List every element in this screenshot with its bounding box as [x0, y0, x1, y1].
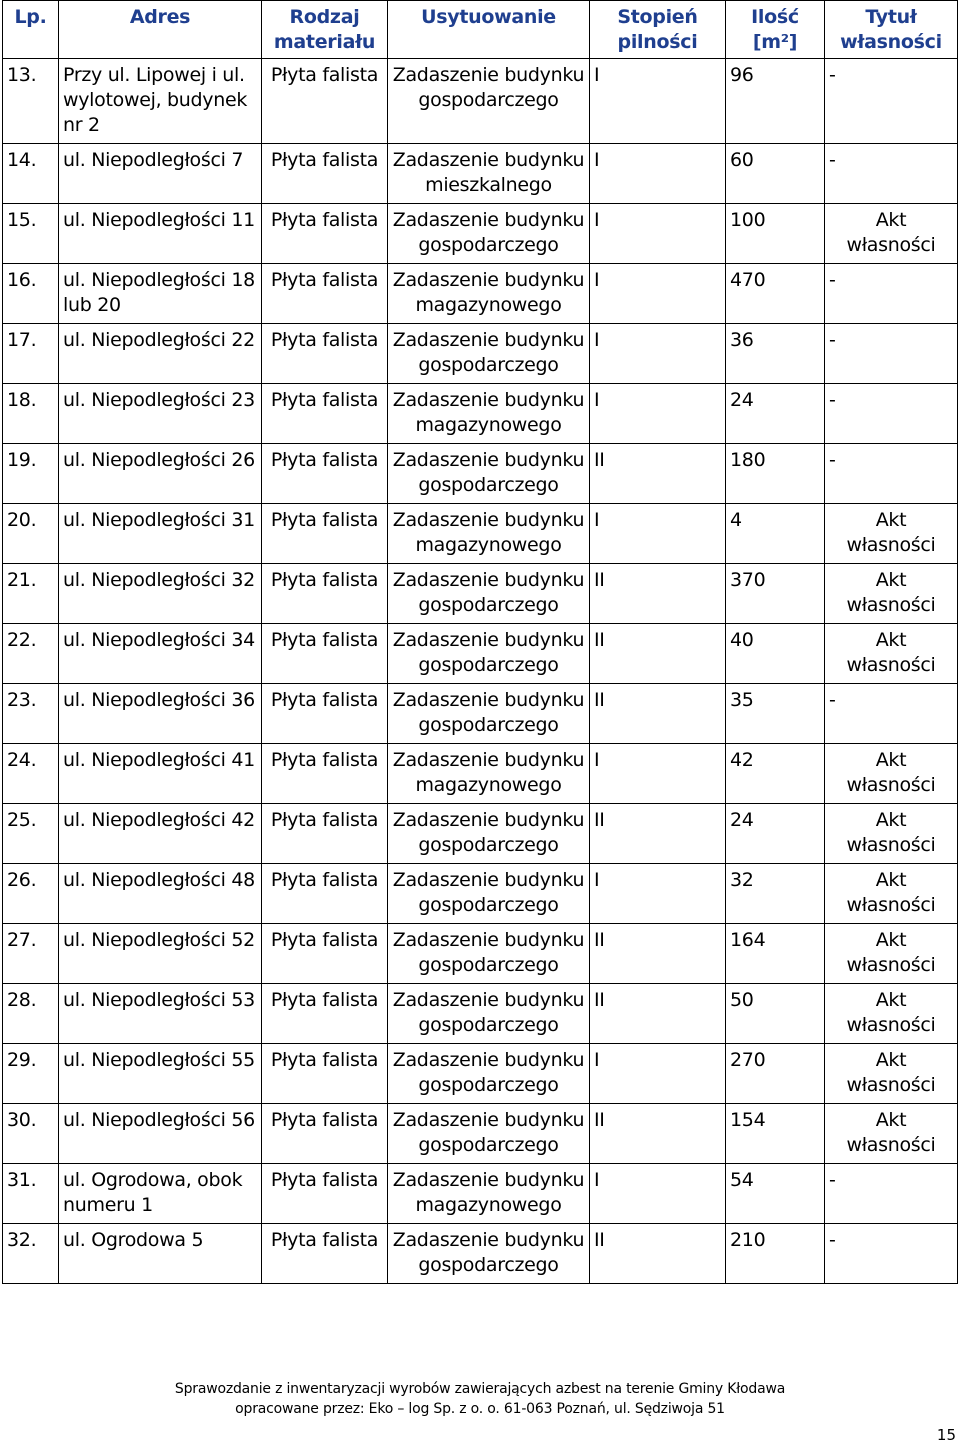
table-row — [3, 1164, 958, 1224]
cell-tytul: Akt własności — [825, 864, 958, 924]
cell-ilosc: 36 — [726, 324, 825, 384]
cell-tytul: Akt własności — [825, 1104, 958, 1164]
cell-stopien: I — [590, 384, 726, 444]
cell-material: Płyta falista — [262, 144, 388, 204]
cell-lp: 17. — [3, 324, 59, 384]
table-row — [3, 1104, 958, 1164]
cell-tytul: - — [825, 144, 958, 204]
header-stopien-pilnosci: Stopień pilności — [590, 1, 726, 59]
footer-author: opracowane przez: Eko – log Sp. z o. o. 61-063 Poznań, ul. Sędziwoja 51 — [235, 1401, 725, 1417]
footer-report-title: Sprawozdanie z inwentaryzacji wyrobów zawierających azbest na terenie Gminy Kłodawa — [174, 1381, 786, 1397]
header-rodzaj-materialu: Rodzaj materiału — [262, 1, 388, 59]
cell-tytul: - — [825, 444, 958, 504]
cell-usytuowanie: Zadaszenie budynku gospodarczego — [388, 1224, 590, 1284]
cell-material: Płyta falista — [262, 444, 388, 504]
cell-ilosc: 40 — [726, 624, 825, 684]
cell-tytul: Akt własności — [825, 624, 958, 684]
table-row — [3, 59, 958, 144]
header-lp: Lp. — [3, 1, 59, 59]
cell-adres: ul. Niepodległości 32 — [59, 564, 262, 624]
cell-tytul: Akt własności — [825, 984, 958, 1044]
cell-adres: ul. Niepodległości 48 — [59, 864, 262, 924]
table-row — [3, 924, 958, 984]
table-row — [3, 504, 958, 564]
cell-adres: ul. Niepodległości 23 — [59, 384, 262, 444]
cell-ilosc: 60 — [726, 144, 825, 204]
cell-material: Płyta falista — [262, 324, 388, 384]
cell-usytuowanie: Zadaszenie budynku gospodarczego — [388, 984, 590, 1044]
cell-lp: 32. — [3, 1224, 59, 1284]
cell-material: Płyta falista — [262, 804, 388, 864]
cell-adres: ul. Niepodległości 36 — [59, 684, 262, 744]
cell-stopien: I — [590, 204, 726, 264]
cell-stopien: I — [590, 504, 726, 564]
cell-lp: 22. — [3, 624, 59, 684]
cell-stopien: II — [590, 1224, 726, 1284]
cell-ilosc: 42 — [726, 744, 825, 804]
cell-material: Płyta falista — [262, 744, 388, 804]
cell-stopien: II — [590, 564, 726, 624]
cell-stopien: II — [590, 624, 726, 684]
cell-stopien: I — [590, 1164, 726, 1224]
cell-material: Płyta falista — [262, 59, 388, 144]
cell-stopien: II — [590, 924, 726, 984]
asbestos-inventory-table — [2, 0, 958, 1284]
cell-adres: ul. Niepodległości 41 — [59, 744, 262, 804]
cell-lp: 23. — [3, 684, 59, 744]
cell-stopien: II — [590, 684, 726, 744]
cell-usytuowanie: Zadaszenie budynku magazynowego — [388, 384, 590, 444]
cell-lp: 18. — [3, 384, 59, 444]
cell-ilosc: 164 — [726, 924, 825, 984]
cell-usytuowanie: Zadaszenie budynku gospodarczego — [388, 324, 590, 384]
cell-material: Płyta falista — [262, 1164, 388, 1224]
cell-adres: ul. Ogrodowa 5 — [59, 1224, 262, 1284]
cell-lp: 21. — [3, 564, 59, 624]
table-row — [3, 744, 958, 804]
cell-ilosc: 470 — [726, 264, 825, 324]
table-row — [3, 564, 958, 624]
cell-usytuowanie: Zadaszenie budynku gospodarczego — [388, 59, 590, 144]
cell-adres: ul. Niepodległości 7 — [59, 144, 262, 204]
cell-stopien: I — [590, 324, 726, 384]
cell-material: Płyta falista — [262, 384, 388, 444]
cell-tytul: Akt własności — [825, 504, 958, 564]
cell-lp: 19. — [3, 444, 59, 504]
cell-usytuowanie: Zadaszenie budynku magazynowego — [388, 744, 590, 804]
cell-stopien: I — [590, 1044, 726, 1104]
cell-stopien: II — [590, 444, 726, 504]
cell-adres: ul. Niepodległości 53 — [59, 984, 262, 1044]
cell-adres: ul. Niepodległości 34 — [59, 624, 262, 684]
table-row — [3, 444, 958, 504]
cell-material: Płyta falista — [262, 924, 388, 984]
cell-stopien: I — [590, 144, 726, 204]
cell-adres: ul. Niepodległości 22 — [59, 324, 262, 384]
cell-tytul: - — [825, 384, 958, 444]
cell-ilosc: 24 — [726, 384, 825, 444]
cell-material: Płyta falista — [262, 504, 388, 564]
cell-material: Płyta falista — [262, 564, 388, 624]
cell-tytul: - — [825, 684, 958, 744]
table-row — [3, 984, 958, 1044]
table-row — [3, 324, 958, 384]
page-number: 15 — [936, 1426, 956, 1444]
table-row — [3, 384, 958, 444]
cell-lp: 14. — [3, 144, 59, 204]
header-adres: Adres — [59, 1, 262, 59]
cell-ilosc: 180 — [726, 444, 825, 504]
cell-ilosc: 100 — [726, 204, 825, 264]
cell-tytul: - — [825, 1224, 958, 1284]
cell-stopien: I — [590, 264, 726, 324]
table-row — [3, 1044, 958, 1104]
cell-tytul: - — [825, 264, 958, 324]
table-row — [3, 264, 958, 324]
cell-ilosc: 270 — [726, 1044, 825, 1104]
cell-usytuowanie: Zadaszenie budynku gospodarczego — [388, 204, 590, 264]
cell-usytuowanie: Zadaszenie budynku gospodarczego — [388, 1044, 590, 1104]
table-row — [3, 684, 958, 744]
cell-ilosc: 4 — [726, 504, 825, 564]
cell-adres: ul. Niepodległości 11 — [59, 204, 262, 264]
cell-usytuowanie: Zadaszenie budynku gospodarczego — [388, 1104, 590, 1164]
cell-usytuowanie: Zadaszenie budynku gospodarczego — [388, 444, 590, 504]
cell-tytul: - — [825, 59, 958, 144]
cell-adres: ul. Niepodległości 52 — [59, 924, 262, 984]
cell-usytuowanie: Zadaszenie budynku mieszkalnego — [388, 144, 590, 204]
cell-ilosc: 54 — [726, 1164, 825, 1224]
table-row — [3, 144, 958, 204]
cell-lp: 20. — [3, 504, 59, 564]
cell-material: Płyta falista — [262, 984, 388, 1044]
cell-lp: 13. — [3, 59, 59, 144]
cell-material: Płyta falista — [262, 624, 388, 684]
cell-adres: ul. Niepodległości 26 — [59, 444, 262, 504]
cell-lp: 29. — [3, 1044, 59, 1104]
cell-ilosc: 50 — [726, 984, 825, 1044]
table-row — [3, 1224, 958, 1284]
cell-ilosc: 154 — [726, 1104, 825, 1164]
table-row — [3, 804, 958, 864]
cell-usytuowanie: Zadaszenie budynku gospodarczego — [388, 924, 590, 984]
cell-material: Płyta falista — [262, 864, 388, 924]
cell-stopien: II — [590, 804, 726, 864]
cell-lp: 31. — [3, 1164, 59, 1224]
cell-lp: 27. — [3, 924, 59, 984]
cell-tytul: Akt własności — [825, 204, 958, 264]
header-tytul-wlasnosci: Tytuł własności — [825, 1, 958, 59]
cell-material: Płyta falista — [262, 1104, 388, 1164]
cell-lp: 16. — [3, 264, 59, 324]
cell-adres: ul. Niepodległości 18 lub 20 — [59, 264, 262, 324]
cell-lp: 30. — [3, 1104, 59, 1164]
cell-usytuowanie: Zadaszenie budynku gospodarczego — [388, 624, 590, 684]
cell-tytul: Akt własności — [825, 804, 958, 864]
cell-usytuowanie: Zadaszenie budynku gospodarczego — [388, 564, 590, 624]
cell-material: Płyta falista — [262, 684, 388, 744]
cell-usytuowanie: Zadaszenie budynku gospodarczego — [388, 684, 590, 744]
cell-lp: 15. — [3, 204, 59, 264]
cell-usytuowanie: Zadaszenie budynku magazynowego — [388, 264, 590, 324]
cell-stopien: I — [590, 744, 726, 804]
cell-ilosc: 32 — [726, 864, 825, 924]
cell-stopien: II — [590, 984, 726, 1044]
cell-material: Płyta falista — [262, 1044, 388, 1104]
header-ilosc: Ilość [m²] — [726, 1, 825, 59]
cell-tytul: Akt własności — [825, 924, 958, 984]
cell-stopien: II — [590, 1104, 726, 1164]
cell-lp: 26. — [3, 864, 59, 924]
table-row — [3, 624, 958, 684]
cell-material: Płyta falista — [262, 264, 388, 324]
cell-ilosc: 370 — [726, 564, 825, 624]
cell-stopien: I — [590, 864, 726, 924]
cell-adres: ul. Ogrodowa, obok numeru 1 — [59, 1164, 262, 1224]
cell-usytuowanie: Zadaszenie budynku gospodarczego — [388, 804, 590, 864]
cell-lp: 24. — [3, 744, 59, 804]
cell-tytul: - — [825, 324, 958, 384]
header-usytuowanie: Usytuowanie — [388, 1, 590, 59]
cell-lp: 28. — [3, 984, 59, 1044]
cell-usytuowanie: Zadaszenie budynku magazynowego — [388, 1164, 590, 1224]
cell-lp: 25. — [3, 804, 59, 864]
cell-ilosc: 96 — [726, 59, 825, 144]
cell-tytul: Akt własności — [825, 564, 958, 624]
cell-adres: Przy ul. Lipowej i ul. wylotowej, budynek nr 2 — [59, 59, 262, 144]
cell-usytuowanie: Zadaszenie budynku gospodarczego — [388, 864, 590, 924]
cell-tytul: - — [825, 1164, 958, 1224]
table-header-row — [3, 1, 958, 59]
cell-ilosc: 35 — [726, 684, 825, 744]
table-row — [3, 864, 958, 924]
cell-adres: ul. Niepodległości 31 — [59, 504, 262, 564]
table-row — [3, 204, 958, 264]
cell-adres: ul. Niepodległości 56 — [59, 1104, 262, 1164]
cell-material: Płyta falista — [262, 1224, 388, 1284]
cell-tytul: Akt własności — [825, 1044, 958, 1104]
cell-ilosc: 24 — [726, 804, 825, 864]
cell-material: Płyta falista — [262, 204, 388, 264]
cell-stopien: I — [590, 59, 726, 144]
cell-adres: ul. Niepodległości 55 — [59, 1044, 262, 1104]
cell-adres: ul. Niepodległości 42 — [59, 804, 262, 864]
cell-usytuowanie: Zadaszenie budynku magazynowego — [388, 504, 590, 564]
cell-ilosc: 210 — [726, 1224, 825, 1284]
cell-tytul: Akt własności — [825, 744, 958, 804]
